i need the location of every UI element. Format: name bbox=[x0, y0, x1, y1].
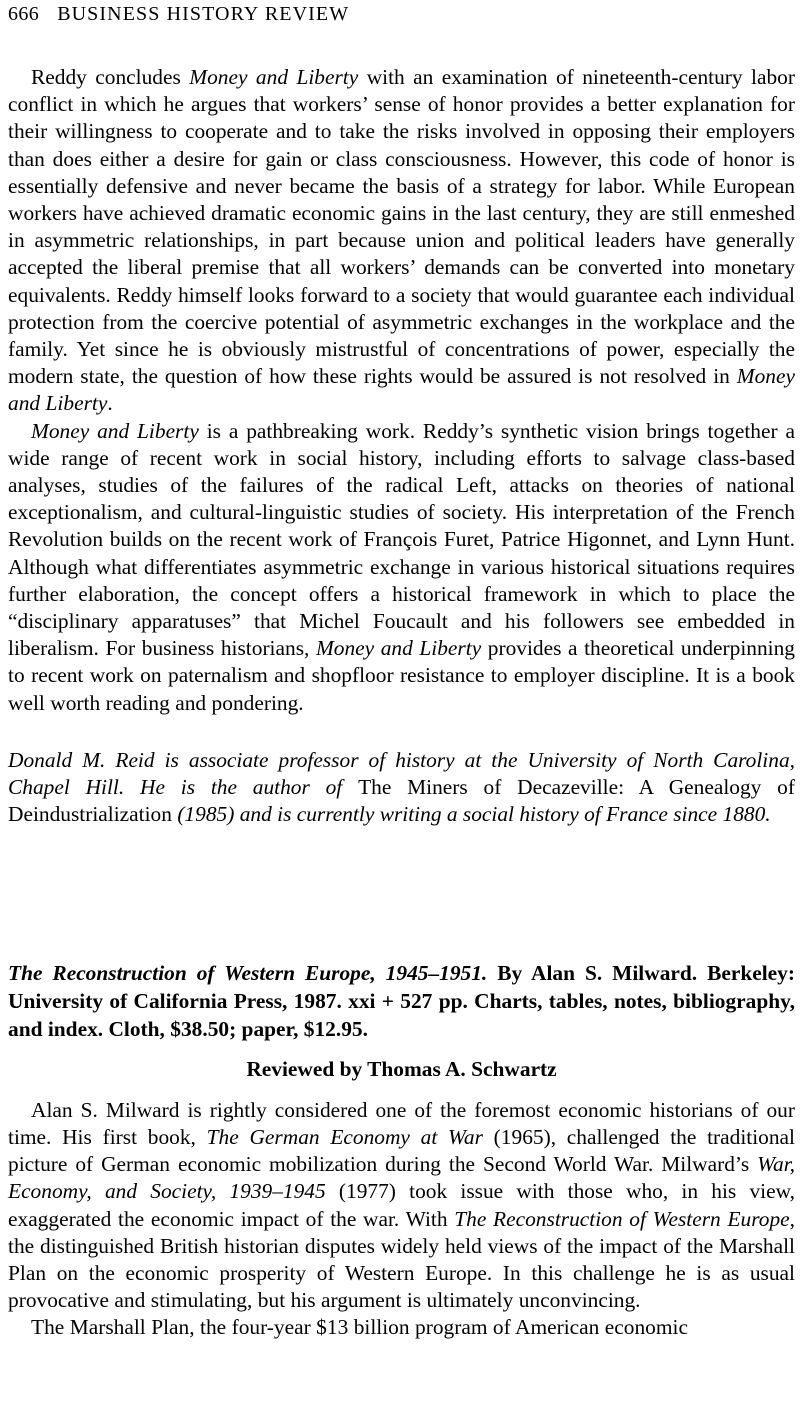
book-heading bbox=[8, 960, 795, 1043]
roman-run: Reddy concludes bbox=[31, 65, 190, 89]
paragraph-3 bbox=[8, 1097, 795, 1315]
reviewer-bio bbox=[8, 747, 795, 829]
reviewer-line: Reviewed by Thomas A. Schwartz bbox=[246, 1057, 557, 1082]
roman-run: (1965), challenged the traditional picture of German economic mobilization during the Second World War. Milward’s bbox=[8, 1125, 795, 1177]
roman-run: The Marshall Plan, the four-year $13 billion program of American economic bbox=[31, 1315, 688, 1340]
spacer-before-bio bbox=[8, 717, 795, 747]
roman-run: provides a theoretical underpinning to recent work on paternalism and shopfloor resistance to employer discipline. It is a book well worth reading and pondering. bbox=[8, 636, 795, 715]
bold-run: By Alan S. Milward. Berkeley: University of California Press, 1987. xxi + 527 pp. Charts, tables, notes, bibliography, and index. Cloth, $38.50; paper, $12.95. bbox=[8, 961, 795, 1041]
running-head bbox=[8, 2, 792, 26]
roman-run: (1977) took issue with those who, in his view, exaggerated the economic impact of the war. With bbox=[8, 1179, 795, 1231]
italic-run: Money and Liberty bbox=[315, 636, 482, 661]
italic-run: The German Economy at War bbox=[206, 1125, 483, 1150]
roman-run: . bbox=[107, 391, 113, 416]
roman-run: , the distinguished British historian disputes widely held views of the impact of the Marshall Plan on the economic prosperity of Western Europe. In this challenge he is as usual provocative and stimulating, but his argument is ultimately unconvincing. bbox=[8, 1206, 796, 1313]
roman-run: with an examination of nineteenth-century labor conflict in which he argues that workers’ sense of honor provides a better explanation for their willingness to cooperate and to take the risks involved in opposing their employers than does either a desire for gain or class consciousness. However, this code of honor is essentially defensive and never became the basis of a strategy for labor. While European workers have achieved dramatic economic gains in the last century, they are still enmeshed in asymmetric relationships, in part because union and political leaders have generally accepted the liberal premise that all workers’ demands can be converted into monetary equivalents. Reddy himself looks forward to a society that would guarantee each individual protection from the coercive potential of asymmetric exchanges in the workplace and the family. Yet since he is obviously mistrustful of concentrations of power, especially the modern state, the question of how these rights would be assured is not resolved in bbox=[8, 65, 795, 389]
italic-run: Money and Liberty bbox=[8, 364, 795, 416]
italic-run: Donald M. Reid is associate professor of history at the University of North Carolina, Chapel Hill. He is the author of bbox=[8, 747, 795, 800]
paragraph-1 bbox=[8, 64, 795, 418]
italic-run: (1985) and is currently writing a social history of France since 1880. bbox=[177, 802, 771, 827]
bold-italic-run: The Reconstruction of Western Europe, 1945–1951. bbox=[8, 961, 488, 986]
italic-run: Money and Liberty bbox=[189, 65, 359, 89]
spacer-after-reviewer-line bbox=[8, 1084, 795, 1097]
roman-run: The Miners of Decazeville: A Genealogy of Deindustrialization bbox=[8, 775, 795, 827]
text-column bbox=[8, 64, 795, 1342]
page-number: 666 bbox=[8, 3, 40, 25]
italic-run: War, Economy, and Society, 1939–1945 bbox=[8, 1152, 795, 1204]
paragraph-4 bbox=[8, 1314, 795, 1341]
roman-run: Alan S. Milward is rightly considered one of the foremost economic historians of our time. His first book, bbox=[8, 1097, 795, 1150]
spacer-between-reviews bbox=[8, 828, 795, 960]
italic-run: The Reconstruction of Western Europe bbox=[454, 1206, 790, 1231]
paragraph-2 bbox=[8, 418, 795, 717]
roman-run: is a pathbreaking work. Reddy’s synthetic vision brings together a wide range of recent work in social history, including efforts to salvage class-based analyses, studies of the failures of the radical Left, attacks on theories of national exceptionalism, and cultural-linguistic studies of society. His interpretation of the French Revolution builds on the recent work of François Furet, Patrice Higonnet, and Lynn Hunt. Although what differentiates asymmetric exchange in various historical situations requires further elaboration, the concept offers a historical framework in which to place the “disciplinary apparatuses” that Michel Foucault and his followers see embedded in liberalism. For business historians, bbox=[8, 418, 795, 661]
spacer-before-reviewer-line bbox=[8, 1043, 795, 1056]
journal-title: BUSINESS HISTORY REVIEW bbox=[57, 3, 350, 25]
italic-run: Money and Liberty bbox=[31, 418, 199, 443]
